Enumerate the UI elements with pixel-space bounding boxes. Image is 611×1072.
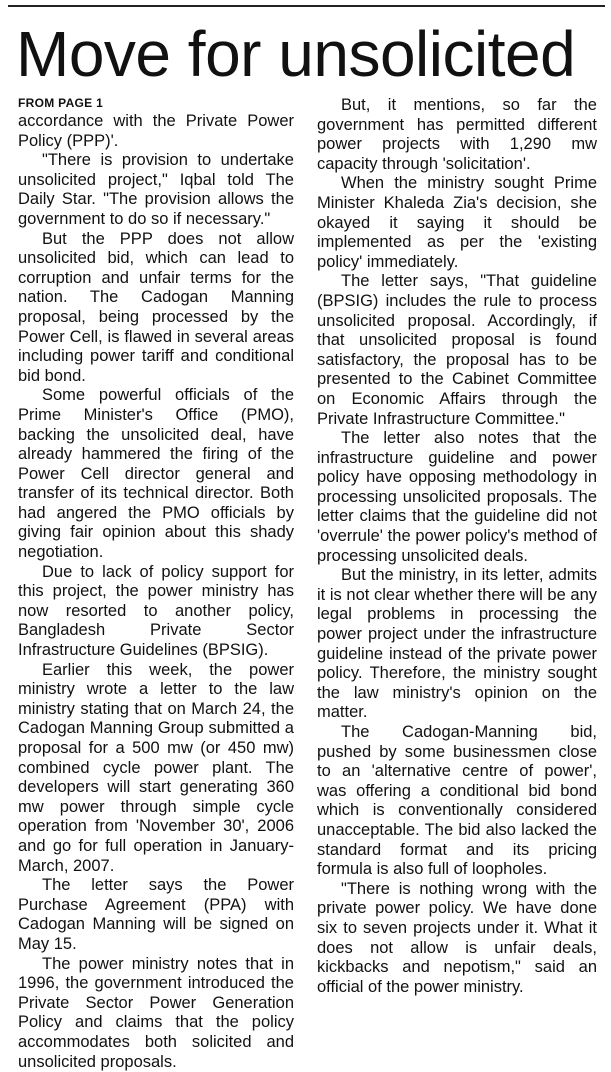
left-column [18, 96, 294, 1072]
paragraph: The Cadogan-Manning bid, pushed by some businessmen close to an 'alternative centre of power', was offering a conditional bid bond which is conventionally considered unacceptable. The bid also lacked the standard format and its pricing formula is also full of loopholes. [317, 723, 597, 879]
top-rule [8, 5, 605, 7]
paragraph: The letter also notes that the infrastructure guideline and power policy have opposing methodology in processing unsolicited proposals. The letter claims that the guideline did not 'overrule' the power policy's method of processing unsolicited deals. [317, 429, 597, 565]
paragraph: But the ministry, in its letter, admits it is not clear whether there will be any legal problems in processing the power project under the infrastructure guideline instead of the private power policy. Therefore, the ministry sought the law ministry's opinion on the matter. [317, 566, 597, 722]
paragraph: But the PPP does not allow unsolicited bid, which can lead to corruption and unfair terms for the nation. The Cadogan Manning proposal, being processed by the Power Cell, is flawed in several areas including power tariff and conditional bid bond. [18, 229, 294, 385]
paragraph: "There is provision to undertake unsolicited project," Iqbal told The Daily Star. "The provision allows the government to do so if necessary." [18, 151, 294, 228]
paragraph: The letter says, "That guideline (BPSIG) includes the rule to process unsolicited proposal. Accordingly, if that unsolicited proposal is found satisfactory, the proposal has to be presented to the Cabinet Committee on Economic Affairs through the Private Infrastructure Committee." [317, 272, 597, 428]
paragraph: The letter says the Power Purchase Agreement (PPA) with Cadogan Manning will be signed on May 15. [18, 876, 294, 953]
paragraph: But, it mentions, so far the government has permitted different power projects with 1,290 mw capacity through 'solicitation'. [317, 96, 597, 173]
paragraph: Some powerful officials of the Prime Minister's Office (PMO), backing the unsolicited deal, have already hammered the firing of the Power Cell director general and transfer of its technical director. Both had angered the PMO officials by giving fair opinion about this shady negotiation. [18, 386, 294, 562]
kicker: FROM PAGE 1 [18, 96, 104, 110]
headline: Move for unsolicited [16, 18, 576, 90]
paragraph: accordance with the Private Power Policy (PPP)'. [18, 112, 294, 150]
paragraph: Due to lack of policy support for this project, the power ministry has now resorted to another policy, Bangladesh Private Sector Infrastructure Guidelines (BPSIG). [18, 562, 294, 660]
right-column [317, 96, 597, 997]
paragraph: The power ministry notes that in 1996, the government introduced the Private Sector Power Generation Policy and claims that the policy accommodates both solicited and unsolicited proposals. [18, 954, 294, 1071]
paragraph: "There is nothing wrong with the private power policy. We have done six to seven projects under it. What it does not allow is unfair deals, kickbacks and nepotism," said an official of the power ministry. [317, 879, 597, 996]
paragraph: Earlier this week, the power ministry wrote a letter to the law ministry stating that on March 24, the Cadogan Manning Group submitted a proposal for a 500 mw (or 450 mw) combined cycle power plant. The developers will start generating 360 mw power through simple cycle operation from 'November 30', 2006 and go for full operation in January-March, 2007. [18, 660, 294, 875]
paragraph: When the ministry sought Prime Minister Khaleda Zia's decision, she okayed it saying it should be implemented as per the 'existing policy' immediately. [317, 174, 597, 271]
